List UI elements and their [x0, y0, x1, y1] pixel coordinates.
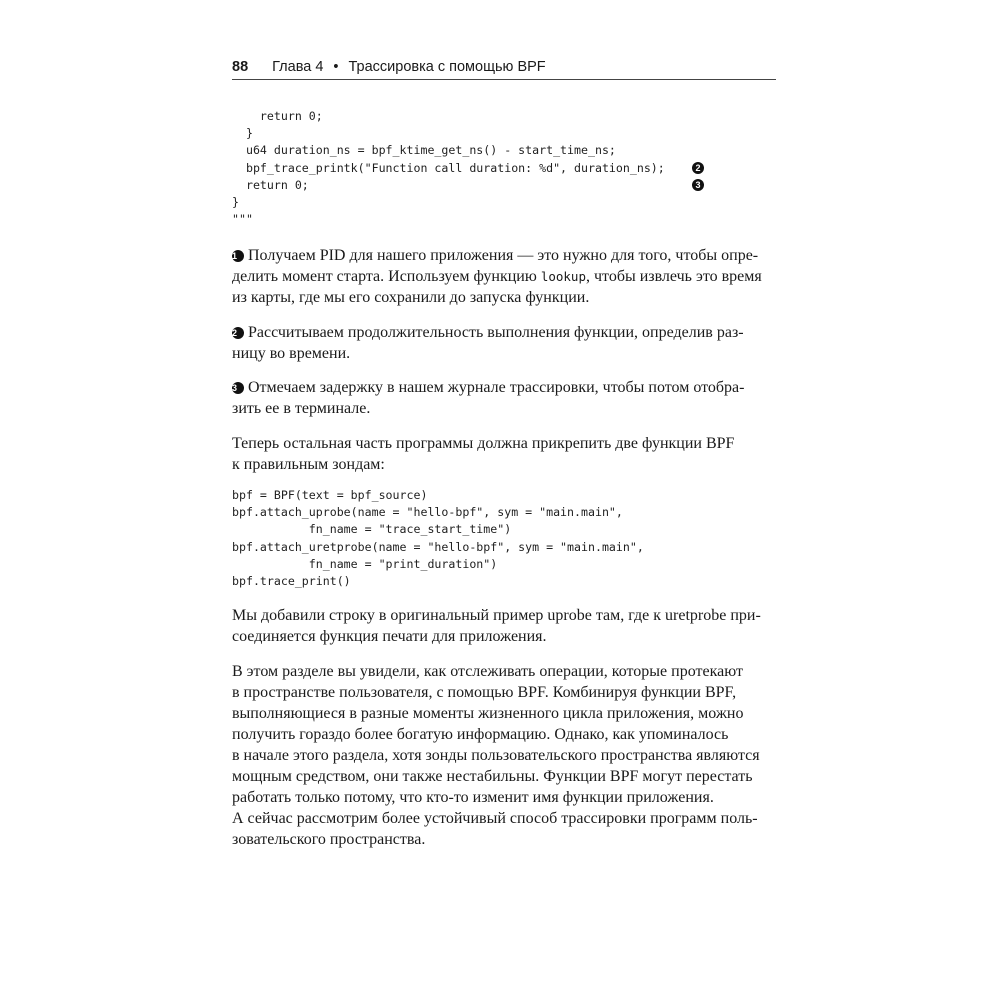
- code-line: u64 duration_ns = bpf_ktime_get_ns() - start_time_ns;: [232, 143, 616, 158]
- callout-text-line: Получаем PID для нашего приложения — это нужно для того, чтобы опре-: [248, 247, 759, 264]
- callout-text-line: ницу во времени.: [232, 345, 351, 362]
- text-line: Теперь остальная часть программы должна прикрепить две функции BPF: [232, 435, 735, 452]
- section-title: Трассировка с помощью BPF: [348, 59, 546, 75]
- code-line-text: return 0;: [232, 177, 309, 192]
- callout-text-line: Отмечаем задержку в нашем журнале трассировки, чтобы потом отобра-: [248, 379, 745, 396]
- text-line: А сейчас рассмотрим более устойчивый способ трассировки программ поль-: [232, 810, 758, 827]
- text-line: получить гораздо более богатую информацию. Однако, как упоминалось: [232, 726, 729, 743]
- code-line: }: [232, 126, 253, 141]
- text-line: работать только потому, что кто-то изменит имя функции приложения.: [232, 789, 714, 806]
- code-line: bpf = BPF(text = bpf_source): [232, 488, 428, 502]
- callout-text-line: зить ее в терминале.: [232, 400, 371, 417]
- callout-marker-2-icon: 2: [692, 162, 704, 174]
- text-line: в пространстве пользователя, с помощью BPF. Комбинируя функции BPF,: [232, 684, 737, 701]
- callout-text-line: делить момент старта. Используем функцию: [232, 268, 541, 285]
- intro-paragraph: [232, 433, 776, 475]
- code-line: """: [232, 212, 253, 227]
- callout-1-paragraph: [232, 245, 776, 308]
- inline-code: lookup: [540, 269, 586, 284]
- text-line: зовательского пространства.: [232, 831, 426, 848]
- code-line-with-marker: [232, 160, 701, 177]
- code-line-text: bpf_trace_printk("Function call duration: %d", duration_ns);: [232, 160, 665, 175]
- code-line: bpf.attach_uretprobe(name = "hello-bpf", sym = "main.main",: [232, 539, 644, 554]
- paragraph-uprobe: [232, 605, 776, 647]
- code-line: bpf.trace_print(): [232, 573, 351, 588]
- code-block-1: [232, 108, 701, 228]
- text-line: В этом разделе вы увидели, как отслеживать операции, которые протекают: [232, 663, 743, 680]
- text-line: выполняющиеся в разные моменты жизненного цикла приложения, можно: [232, 705, 744, 722]
- callout-text-line: Рассчитываем продолжительность выполнения функции, определив раз-: [248, 324, 744, 341]
- callout-marker-1-icon: 1: [232, 250, 244, 262]
- page-number: 88: [232, 59, 249, 75]
- code-line: return 0;: [232, 109, 323, 123]
- text-line: мощным средством, они также нестабильны. Функции BPF могут перестать: [232, 768, 753, 785]
- text-line: к правильным зондам:: [232, 456, 385, 473]
- text-line: Мы добавили строку в оригинальный пример uprobe там, где к uretprobe при-: [232, 607, 761, 624]
- callout-2-paragraph: [232, 322, 776, 364]
- chapter-label: Глава 4: [272, 59, 324, 75]
- code-line: }: [232, 194, 239, 209]
- running-header: [232, 57, 776, 80]
- code-line: bpf.attach_uprobe(name = "hello-bpf", sym = "main.main",: [232, 505, 623, 520]
- code-line: fn_name = "trace_start_time"): [232, 522, 512, 537]
- header-bullet: •: [333, 59, 339, 75]
- callout-text-line: , чтобы извлечь это время: [585, 268, 762, 285]
- callout-3-paragraph: [232, 377, 776, 419]
- paragraph-summary: [232, 661, 776, 850]
- code-line-with-marker: [232, 177, 701, 194]
- callout-marker-3-icon: 3: [232, 382, 244, 394]
- callout-marker-3-icon: 3: [692, 179, 704, 191]
- code-line: fn_name = "print_duration"): [232, 556, 498, 571]
- callout-text-line: из карты, где мы его сохранили до запуска функции.: [232, 289, 590, 306]
- text-line: соединяется функция печати для приложения.: [232, 628, 547, 645]
- callout-marker-2-icon: 2: [232, 327, 244, 339]
- text-line: в начале этого раздела, хотя зонды пользовательского пространства являются: [232, 747, 760, 764]
- code-block-2: [232, 487, 644, 590]
